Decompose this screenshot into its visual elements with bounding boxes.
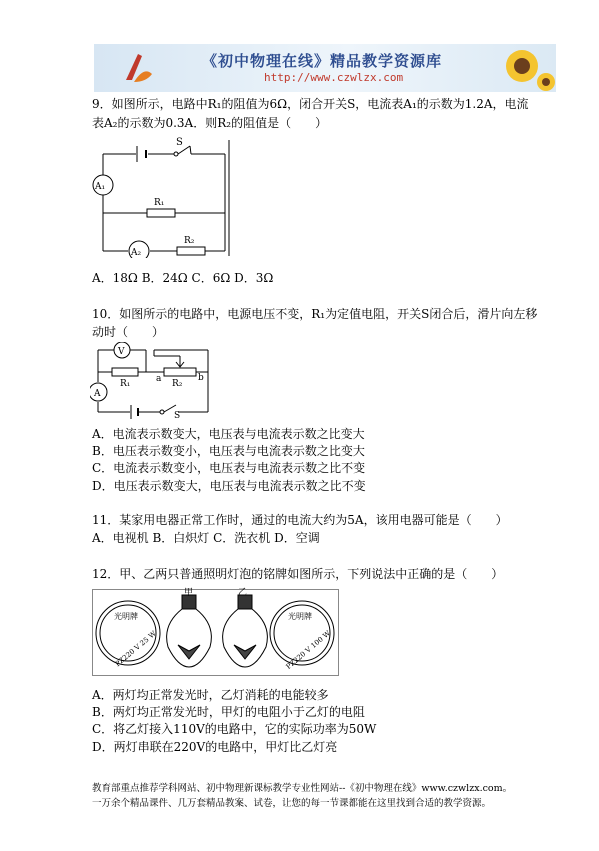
q9-ammeter-a1-label: A₁ bbox=[95, 182, 106, 192]
site-logo-icon bbox=[116, 48, 156, 88]
q12-option-b: B．两灯均正常发光时，甲灯的电阻小于乙灯的电阻 bbox=[92, 705, 365, 719]
q10-circuit-diagram bbox=[90, 342, 215, 420]
q9-text-line1: 9．如图所示，电路中R₁的阻值为6Ω，闭合开关S，电流表A₁的示数为1.2A，电流 bbox=[92, 97, 529, 111]
q11-text-line1: 11．某家用电器正常工作时，通过的电流大约为5A，该用电器可能是（ ） bbox=[92, 513, 508, 527]
q10-option-a: A．电流表示数变大，电压表与电流表示数之比变大 bbox=[92, 427, 365, 441]
q10-point-b-label: b bbox=[198, 373, 204, 383]
banner-url[interactable]: http://www.czwlzx.com bbox=[264, 71, 404, 84]
q12-brand-right: 光明牌 bbox=[288, 612, 312, 621]
q12-option-a: A．两灯均正常发光时，乙灯消耗的电能较多 bbox=[92, 688, 329, 702]
q10-option-b: B．电压表示数变小，电压表与电流表示数之比变大 bbox=[92, 444, 365, 458]
q12-label-yi: 乙 bbox=[238, 588, 248, 598]
q12-option-c: C．将乙灯接入110V的电路中，它的实际功率为50W bbox=[92, 722, 377, 736]
q12-label-jia: 甲 bbox=[184, 588, 194, 598]
banner-title: 《初中物理在线》精品教学资源库 bbox=[202, 52, 443, 70]
q11-options: A．电视机 B．白炽灯 C．洗衣机 D．空调 bbox=[92, 531, 320, 545]
q10-point-a-label: a bbox=[156, 374, 162, 384]
q12-option-d: D．两灯串联在220V的电路中，甲灯比乙灯亮 bbox=[92, 740, 338, 754]
q10-text-line1: 10．如图所示的电路中，电源电压不变，R₁为定值电阻，开关S闭合后，滑片向左移 bbox=[92, 307, 538, 321]
q10-voltmeter-label: V bbox=[118, 347, 125, 357]
q9-text-line2: 表A₂的示数为0.3A．则R₂的阻值是（ ） bbox=[92, 116, 328, 130]
q12-brand-left: 光明牌 bbox=[114, 612, 138, 621]
q10-r2-label: R₂ bbox=[172, 379, 183, 389]
q9-switch-label: S bbox=[176, 137, 183, 148]
q10-option-c: C．电流表示数变小，电压表与电流表示数之比不变 bbox=[92, 461, 366, 475]
q9-options: A．18Ω B．24Ω C．6Ω D．3Ω bbox=[92, 271, 274, 285]
q12-bulbs-figure bbox=[92, 585, 340, 677]
q10-ammeter-label: A bbox=[94, 389, 101, 399]
q9-r1-label: R₁ bbox=[154, 198, 165, 208]
q9-ammeter-a2-label: A₂ bbox=[131, 248, 142, 258]
q10-switch-label: S bbox=[174, 411, 181, 420]
q9-circuit-diagram bbox=[90, 136, 240, 258]
sunflower-icon bbox=[492, 44, 556, 92]
q10-text-line2: 动时（ ） bbox=[92, 325, 165, 339]
q9-r2-label: R₂ bbox=[184, 236, 195, 246]
header-banner bbox=[94, 44, 556, 92]
q10-option-d: D．电压表示数变大，电压表与电流表示数之比不变 bbox=[92, 479, 366, 493]
q12-nameplate-yi: PZ220 V 100 W bbox=[284, 629, 333, 671]
q12-nameplate-jia: PZ220 V 25 W bbox=[113, 629, 158, 669]
footer-line2: 一万余个精品课件、几万套精品教案、试卷，让您的每一节课都能在这里找到合适的教学资源。 bbox=[92, 798, 492, 809]
footer-line1: 教育部重点推荐学科网站、初中物理新课标教学专业性网站--《初中物理在线》www.czwlzx.com。 bbox=[92, 783, 513, 794]
q10-r1-label: R₁ bbox=[120, 379, 131, 389]
q12-text-line1: 12．甲、乙两只普通照明灯泡的铭牌如图所示，下列说法中正确的是（ ） bbox=[92, 567, 504, 581]
